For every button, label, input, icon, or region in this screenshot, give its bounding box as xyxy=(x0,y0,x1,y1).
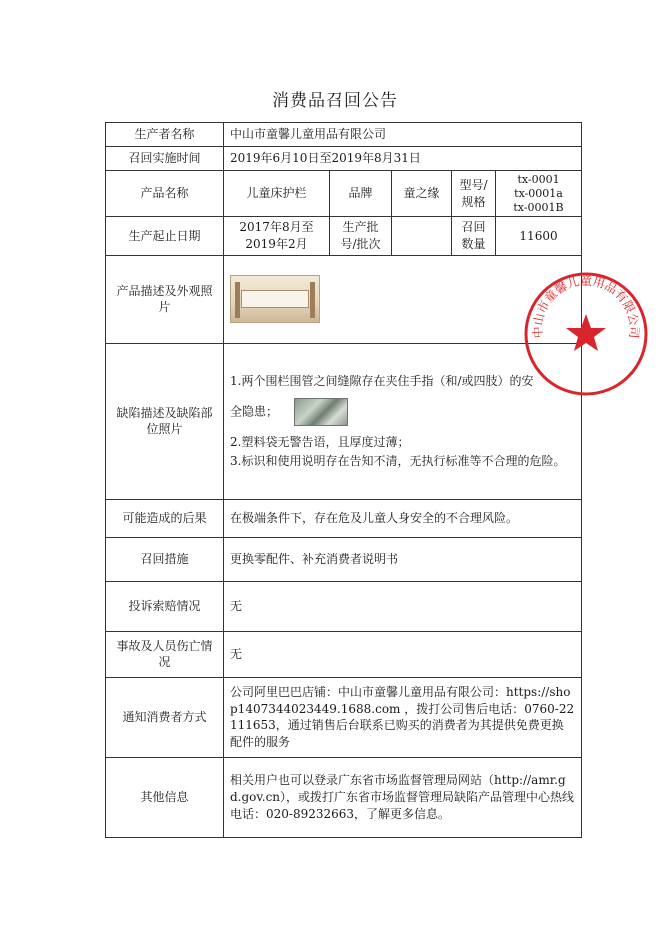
defect-item-3: 3.标识和使用说明存在告知不清，无执行标准等不合理的危险。 xyxy=(230,453,566,468)
producer-label: 生产者名称 xyxy=(106,123,224,147)
accidents-label: 事故及人员伤亡情况 xyxy=(106,631,224,677)
complaints-label: 投诉索赔情况 xyxy=(106,581,224,631)
consequence-label: 可能造成的后果 xyxy=(106,499,224,537)
company-seal xyxy=(522,270,650,398)
complaints-value: 无 xyxy=(224,581,582,631)
producer-value: 中山市童馨儿童用品有限公司 xyxy=(224,123,582,147)
production-date-value: 2017年8月至2019年2月 xyxy=(224,217,330,256)
defect-item-2: 2.塑料袋无警告语，且厚度过薄； xyxy=(230,434,410,449)
seal-star-icon xyxy=(566,314,606,351)
notify-label: 通知消费者方式 xyxy=(106,677,224,757)
row-accidents xyxy=(106,631,582,677)
model-label: 型号/规格 xyxy=(452,171,496,217)
recall-period-value: 2019年6月10日至2019年8月31日 xyxy=(224,147,582,171)
other-value: 相关用户也可以登录广东省市场监督管理局网站（http://amr.gd.gov.cn），或拨打广东省市场监督管理局缺陷产品管理中心热线电话：020-89232663，了解更多信息。 xyxy=(224,757,582,837)
model-value: tx-0001a xyxy=(514,186,563,200)
row-measures xyxy=(106,537,582,581)
recall-qty-label: 召回数量 xyxy=(452,217,496,256)
consequence-value: 在极端条件下，存在危及儿童人身安全的不合理风险。 xyxy=(224,499,582,537)
model-value: tx-0001 xyxy=(517,173,560,186)
model-value: tx-0001B xyxy=(513,200,564,214)
defect-item-1-cont xyxy=(230,398,575,426)
row-complaints xyxy=(106,581,582,631)
page-title: 消费品召回公告 xyxy=(272,91,398,111)
measures-value: 更换零配件、补充消费者说明书 xyxy=(224,537,582,581)
row-defect xyxy=(106,343,582,499)
row-notify xyxy=(106,677,582,757)
row-other xyxy=(106,757,582,837)
row-product xyxy=(106,171,582,217)
product-name-label: 产品名称 xyxy=(106,171,224,217)
defect-item-1-cont-text: 全隐患； xyxy=(230,404,279,419)
defect-label: 缺陷描述及缺陷部位照片 xyxy=(106,343,224,499)
other-label: 其他信息 xyxy=(106,757,224,837)
description-label: 产品描述及外观照片 xyxy=(106,255,224,343)
product-name-value: 儿童床护栏 xyxy=(224,171,330,217)
seal-text: 中山市童馨儿童用品有限公司 xyxy=(530,273,642,339)
row-production xyxy=(106,217,582,256)
brand-value: 童之缘 xyxy=(392,171,452,217)
model-values xyxy=(496,171,582,217)
recall-period-label: 召回实施时间 xyxy=(106,147,224,171)
accidents-value: 无 xyxy=(224,631,582,677)
brand-label: 品牌 xyxy=(330,171,392,217)
row-description xyxy=(106,255,582,343)
row-consequence xyxy=(106,499,582,537)
production-date-label: 生产起止日期 xyxy=(106,217,224,256)
recall-notice-table xyxy=(105,122,582,838)
row-recall-period xyxy=(106,147,582,171)
recall-qty-value: 11600 xyxy=(496,217,582,256)
batch-label: 生产批号/批次 xyxy=(330,217,392,256)
batch-value xyxy=(392,217,452,256)
defect-photo xyxy=(294,398,348,426)
measures-label: 召回措施 xyxy=(106,537,224,581)
defect-item-1: 1.两个围栏围管之间缝隙存在夹住手指（和/或四肢）的安 xyxy=(230,374,534,389)
notify-value: 公司阿里巴巴店铺：中山市童馨儿童用品有限公司：https://shop1407344023449.1688.com ，拨打公司售后电话：0760-22111653，通过销售后台联系已购买的消费者为其提供免费更换配件的服务 xyxy=(224,677,582,757)
product-photo xyxy=(230,275,320,323)
row-producer xyxy=(106,123,582,147)
